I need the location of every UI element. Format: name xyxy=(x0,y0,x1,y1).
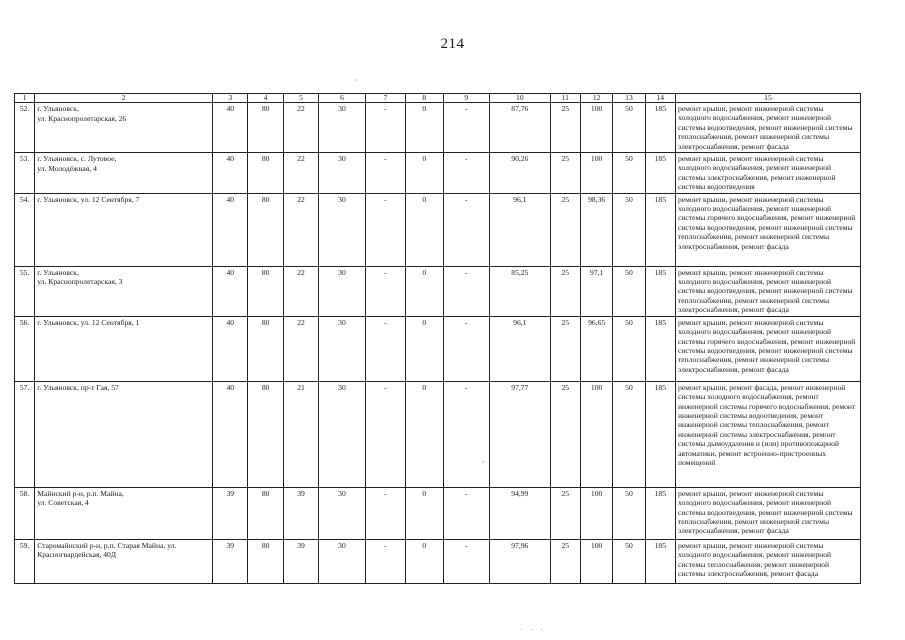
col4-cell: 80 xyxy=(248,153,283,194)
table-row xyxy=(15,193,861,266)
row-number: 58. xyxy=(15,487,35,539)
col7-cell: - xyxy=(365,487,405,539)
col5-cell: 22 xyxy=(283,266,318,316)
works-cell: ремонт крыши, ремонт инженерной системы холодного водоснабжения, ремонт инженерной системы горячего водоснабжения, ремонт инженерной системы водоотведения, ремонт инженерной системы теплоснабжения, ремонт инженерной системы электроснабжения, ремонт фасада xyxy=(675,193,860,266)
works-cell: ремонт крыши, ремонт инженерной системы холодного водоснабжения, ремонт инженерной системы водоотведения, ремонт инженерной системы теплоснабжения, ремонт инженерной системы электроснабжения, ремонт фасада xyxy=(675,103,860,153)
col10-cell: 87,76 xyxy=(490,103,551,153)
column-header-4: 4 xyxy=(248,94,283,103)
column-header-7: 7 xyxy=(365,94,405,103)
address-cell: г. Ульяновск, пр-т Гая, 57 xyxy=(35,381,213,487)
col8-cell: 0 xyxy=(406,487,443,539)
row-number: 52. xyxy=(15,103,35,153)
column-header-12: 12 xyxy=(580,94,612,103)
col13-cell: 50 xyxy=(613,193,645,266)
column-header-5: 5 xyxy=(283,94,318,103)
table-row xyxy=(15,103,861,153)
address-cell: г. Ульяновск, ул. Краснопролетарская, 3 xyxy=(35,266,213,316)
col14-cell: 185 xyxy=(645,103,675,153)
col6-cell: 30 xyxy=(319,316,365,381)
col7-cell: - xyxy=(365,539,405,583)
col7-cell: - xyxy=(365,266,405,316)
col7-cell: - xyxy=(365,381,405,487)
register-table xyxy=(14,93,861,584)
col8-cell: 0 xyxy=(406,539,443,583)
col5-cell: 21 xyxy=(283,381,318,487)
col6-cell: 30 xyxy=(319,153,365,194)
row-number: 59. xyxy=(15,539,35,583)
col14-cell: 185 xyxy=(645,193,675,266)
table-row xyxy=(15,539,861,583)
col8-cell: 0 xyxy=(406,193,443,266)
col8-cell: 0 xyxy=(406,103,443,153)
col5-cell: 39 xyxy=(283,539,318,583)
col5-cell: 39 xyxy=(283,487,318,539)
works-cell: ремонт крыши, ремонт инженерной системы холодного водоснабжения, ремонт инженерной системы теплоснабжения, ремонт инженерной системы электроснабжения, ремонт фасада xyxy=(675,539,860,583)
column-header-9: 9 xyxy=(443,94,489,103)
col7-cell: - xyxy=(365,153,405,194)
address-cell: г. Ульяновск, ул. Краснопролетарская, 26 xyxy=(35,103,213,153)
scan-speck: · xyxy=(482,458,485,467)
col9-cell: - xyxy=(443,487,489,539)
address-cell: г. Ульяновск, ул. 12 Сентября, 7 xyxy=(35,193,213,266)
col6-cell: 30 xyxy=(319,193,365,266)
col6-cell: 30 xyxy=(319,103,365,153)
col12-cell: 100 xyxy=(580,487,612,539)
page-number: 214 xyxy=(440,36,465,52)
col8-cell: 0 xyxy=(406,381,443,487)
col13-cell: 50 xyxy=(613,539,645,583)
col14-cell: 185 xyxy=(645,487,675,539)
col5-cell: 22 xyxy=(283,103,318,153)
works-cell: ремонт крыши, ремонт инженерной системы холодного водоснабжения, ремонт инженерной системы электроснабжения, ремонт инженерной системы водоотведения xyxy=(675,153,860,194)
works-cell: ремонт крыши, ремонт инженерной системы холодного водоснабжения, ремонт инженерной системы водоотведения, ремонт инженерной системы теплоснабжения, ремонт инженерной системы электроснабжения, ремонт фасада xyxy=(675,266,860,316)
col14-cell: 185 xyxy=(645,153,675,194)
col6-cell: 30 xyxy=(319,487,365,539)
col3-cell: 40 xyxy=(213,316,248,381)
col3-cell: 39 xyxy=(213,539,248,583)
col14-cell: 185 xyxy=(645,539,675,583)
col11-cell: 25 xyxy=(550,381,580,487)
col9-cell: - xyxy=(443,316,489,381)
row-number: 55. xyxy=(15,266,35,316)
col13-cell: 50 xyxy=(613,153,645,194)
col12-cell: 97,1 xyxy=(580,266,612,316)
address-cell: Майнский р-н, р.п. Майна, ул. Советская, 4 xyxy=(35,487,213,539)
col11-cell: 25 xyxy=(550,103,580,153)
col12-cell: 98,36 xyxy=(580,193,612,266)
col14-cell: 185 xyxy=(645,266,675,316)
works-cell: ремонт крыши, ремонт инженерной системы холодного водоснабжения, ремонт инженерной системы горячего водоснабжения, ремонт инженерной системы водоотведения, ремонт инженерной системы теплоснабжения, ремонт инженерной системы электроснабжения, ремонт фасада xyxy=(675,316,860,381)
col9-cell: - xyxy=(443,381,489,487)
col9-cell: - xyxy=(443,193,489,266)
col9-cell: - xyxy=(443,266,489,316)
col4-cell: 80 xyxy=(248,266,283,316)
row-number: 57. xyxy=(15,381,35,487)
col6-cell: 30 xyxy=(319,381,365,487)
col12-cell: 100 xyxy=(580,381,612,487)
column-header-1: 1 xyxy=(15,94,35,103)
column-header-15: 15 xyxy=(675,94,860,103)
col3-cell: 39 xyxy=(213,487,248,539)
table-body xyxy=(15,103,861,584)
col4-cell: 80 xyxy=(248,539,283,583)
col8-cell: 0 xyxy=(406,153,443,194)
col10-cell: 96,1 xyxy=(490,316,551,381)
col9-cell: - xyxy=(443,153,489,194)
column-header-10: 10 xyxy=(490,94,551,103)
col7-cell: - xyxy=(365,103,405,153)
col13-cell: 50 xyxy=(613,316,645,381)
scan-edge-marks: · · · xyxy=(520,626,546,634)
column-header-13: 13 xyxy=(613,94,645,103)
address-cell: Старомайнский р-н, р.п. Старая Майна, ул. Красногвардейская, 40Д xyxy=(35,539,213,583)
works-cell: ремонт крыши, ремонт фасада, ремонт инженерной системы холодного водоснабжения, ремонт инженерной системы горячего водоснабжения, ремонт инженерной системы водоотведения, ремонт инженерной системы теплоснабжения, ремонт инженерной системы электроснабжения, ремонт системы дымоудаления и (или) противопожарной автоматики, ремонт встроенно-пристроенных помещений xyxy=(675,381,860,487)
table-row xyxy=(15,316,861,381)
col11-cell: 25 xyxy=(550,266,580,316)
col10-cell: 97,96 xyxy=(490,539,551,583)
address-cell: г. Ульяновск, ул. 12 Сентября, 1 xyxy=(35,316,213,381)
col5-cell: 22 xyxy=(283,316,318,381)
column-header-3: 3 xyxy=(213,94,248,103)
column-header-14: 14 xyxy=(645,94,675,103)
col5-cell: 22 xyxy=(283,193,318,266)
col7-cell: - xyxy=(365,193,405,266)
col10-cell: 94,99 xyxy=(490,487,551,539)
scan-speck: · xyxy=(355,76,358,85)
col13-cell: 50 xyxy=(613,487,645,539)
column-header-11: 11 xyxy=(550,94,580,103)
col12-cell: 100 xyxy=(580,103,612,153)
col14-cell: 185 xyxy=(645,381,675,487)
col4-cell: 80 xyxy=(248,487,283,539)
col10-cell: 97,77 xyxy=(490,381,551,487)
col3-cell: 40 xyxy=(213,193,248,266)
col6-cell: 30 xyxy=(319,266,365,316)
col10-cell: 85,25 xyxy=(490,266,551,316)
col9-cell: - xyxy=(443,539,489,583)
col12-cell: 100 xyxy=(580,539,612,583)
table-row xyxy=(15,381,861,487)
row-number: 56. xyxy=(15,316,35,381)
col12-cell: 100 xyxy=(580,153,612,194)
table-row xyxy=(15,487,861,539)
col4-cell: 80 xyxy=(248,381,283,487)
table-row xyxy=(15,266,861,316)
col8-cell: 0 xyxy=(406,316,443,381)
col8-cell: 0 xyxy=(406,266,443,316)
column-header-8: 8 xyxy=(406,94,443,103)
row-number: 53. xyxy=(15,153,35,194)
column-header-6: 6 xyxy=(319,94,365,103)
col11-cell: 25 xyxy=(550,316,580,381)
col14-cell: 185 xyxy=(645,316,675,381)
col4-cell: 80 xyxy=(248,316,283,381)
col3-cell: 40 xyxy=(213,381,248,487)
col11-cell: 25 xyxy=(550,539,580,583)
col10-cell: 96,1 xyxy=(490,193,551,266)
col13-cell: 50 xyxy=(613,381,645,487)
col3-cell: 40 xyxy=(213,266,248,316)
col10-cell: 90,26 xyxy=(490,153,551,194)
table-row xyxy=(15,153,861,194)
col3-cell: 40 xyxy=(213,153,248,194)
col13-cell: 50 xyxy=(613,266,645,316)
col11-cell: 25 xyxy=(550,193,580,266)
col3-cell: 40 xyxy=(213,103,248,153)
col13-cell: 50 xyxy=(613,103,645,153)
column-header-2: 2 xyxy=(35,94,213,103)
works-cell: ремонт крыши, ремонт инженерной системы холодного водоснабжения, ремонт инженерной системы водоотведения, ремонт инженерной системы теплоснабжения, ремонт инженерной системы электроснабжения, ремонт фасада xyxy=(675,487,860,539)
col11-cell: 25 xyxy=(550,487,580,539)
address-cell: г. Ульяновск, с. Лутовое, ул. Молодёжная, 4 xyxy=(35,153,213,194)
col7-cell: - xyxy=(365,316,405,381)
col5-cell: 22 xyxy=(283,153,318,194)
col4-cell: 80 xyxy=(248,103,283,153)
col4-cell: 80 xyxy=(248,193,283,266)
col11-cell: 25 xyxy=(550,153,580,194)
row-number: 54. xyxy=(15,193,35,266)
col9-cell: - xyxy=(443,103,489,153)
col6-cell: 30 xyxy=(319,539,365,583)
column-number-row xyxy=(15,94,861,103)
col12-cell: 96,65 xyxy=(580,316,612,381)
